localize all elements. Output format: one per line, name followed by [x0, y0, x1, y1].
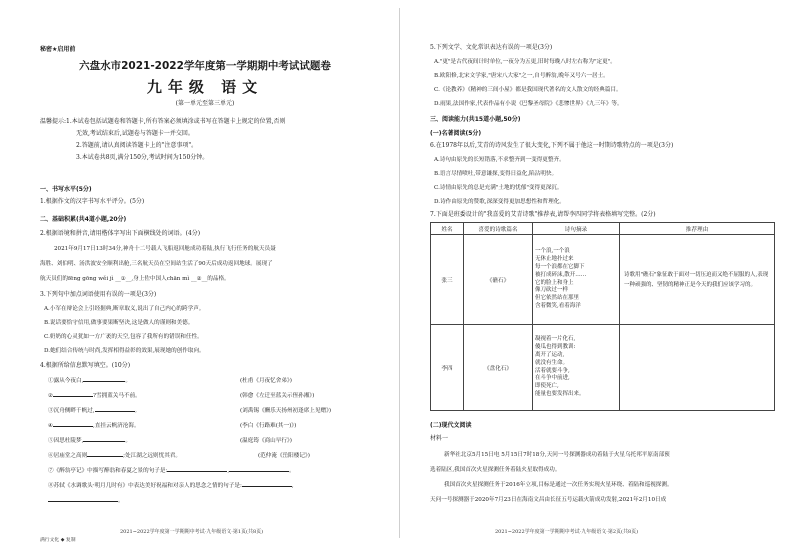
question-7: 7.下面是班委设计的"我喜爱的艾青诗歌"推荐表,请帮李四同学将表格填写完整。(2分) [430, 211, 656, 218]
q4-item-2: ② ?雪拥蓝关马不前。 [48, 393, 141, 399]
right-page [400, 0, 794, 550]
q6-option-d: D.诗作由原先的赞歌,深深变得更加思想性和哲理化。 [434, 199, 565, 205]
material-line-1: 新华社北京5月15日电 5月15日7时18分,天问一号探测器成功着陆于火星乌托邦平原南部预 [444, 452, 670, 458]
q3-option-d: D.她们结合传统与时尚,发挥相得益彰的效果,展现她的创作取向。 [44, 348, 205, 354]
table-header: 诗句摘录 [533, 223, 620, 235]
poem-recommendation-table [430, 222, 775, 411]
confidential-label: 秘密★启用前 [40, 46, 76, 53]
material-label: 材料一 [430, 435, 449, 442]
poem-title: 《礁石》 [464, 235, 533, 325]
poem-excerpt: 一个浪,一个浪 无休止地扑过来 每一个浪都在它脚下 被打成碎沫,散开…… 它的脸上和身上 像刀砍过一样 但它依然站在那里 含着微笑,看着海洋 [533, 235, 620, 325]
passage-line-2: 海胜、刘伯明、汤洪波安全顺利出舱,三名航天员在空间站生活了90天后成功返回地球。展现了 [40, 261, 273, 267]
student-name: 张三 [431, 235, 464, 325]
poem-excerpt: 凝视着一片化石, 傻瓜也得到教训: 离开了运动, 就没有生命。 活着就要斗争, 在斗争中前进, 即使死亡, 能量也要发挥出来。 [533, 325, 620, 411]
question-6: 6.在1978年以后,艾青的诗风发生了很大变化,下列不属于他这一时期诗歌特点的一项是(3分) [430, 142, 674, 149]
question-2: 2.根据语境和拼音,请用楷体字写出下面横线处的词语。(4分) [40, 230, 201, 237]
section-2-heading: 二、基础积累(共4道小题,20分) [40, 216, 127, 223]
question-1: 1.根据作文的汉字书写水平评分。(5分) [40, 198, 145, 205]
section-3-2-heading: (二)现代文阅读 [430, 422, 472, 429]
passage-line-3: 航天员们的fēng gōng wěi jì __①__,身上佐中国人chān mì __②__的品格。 [40, 276, 230, 282]
table-header-row [431, 223, 775, 235]
q4-item-7: ⑦《醉翁亭记》中描写醉翁和春夏之景的句子是: , 。 [48, 468, 295, 474]
question-5: 5.下列文学、文化常识表达有误的一项是(3分) [430, 44, 553, 51]
publisher-stamp: 满行文化 ◆ 复制 [40, 538, 76, 543]
q6-option-c: C.诗情由原先的总是充满"土地的忧郁"变得更深沉。 [434, 185, 563, 191]
table-header: 姓名 [431, 223, 464, 235]
grade-subject: 九年级 语文 [146, 78, 264, 96]
q4-source-2: (韩愈《左迁至蓝关示侄孙湘》) [240, 393, 315, 399]
q5-option-c: C.《论教养》《精神的三间小屋》都是我国现代著名的文人散文的经典篇目。 [434, 87, 622, 93]
question-3: 3.下列句中加点词语使用有误的一项是(3分) [40, 291, 157, 298]
poem-title: 《盘化石》 [464, 325, 533, 411]
q4-source-4: (李白《行路难(其一)》) [240, 423, 297, 429]
q4-item-8: ⑧苏轼《水调歌头·明月几时有》中表达美好祝福和对亲人的思念之情的句子是: , [48, 483, 294, 489]
q6-option-b: B.语言尽情喷吐,带意谦探,变得日益化,陷沾明快。 [434, 171, 558, 177]
q4-item-8-blank: 。 [48, 497, 124, 505]
q4-item-1: ①露从今夜白, 。 [48, 378, 131, 384]
q4-source-1: (杜甫《月夜忆舍弟》) [240, 378, 292, 384]
q5-option-d: D.雨果,法国作家,代表作品有小说《巴黎圣母院》《悲惨世界》《九三年》等。 [434, 101, 623, 107]
notice-line-2: 无效,考试结束后,试题卷与答题卡一并交回。 [76, 130, 194, 137]
q3-option-b: B.说话要恰守信用,做事要果断坚决,这是做人的谨则和美德。 [44, 320, 194, 326]
student-name: 李四 [431, 325, 464, 411]
table-header: 推荐理由 [620, 223, 775, 235]
q4-item-5: ⑤因思杜陵梦, 。 [48, 438, 131, 444]
notice-line-3: 2.答题前,请认真阅读答题卡上的"注意事项"。 [76, 142, 198, 149]
q4-item-4: ④ ,直挂云帆济沧海。 [48, 423, 140, 429]
q6-option-a: A.诗句由原先的长短错落,不求整齐到一变得更整齐。 [434, 157, 565, 163]
q4-item-6: ⑥居庙堂之高则 ;处江湖之远则忧其君。 [48, 453, 181, 459]
material-line-4: 天问一号探测器于2020年7月23日在海南文昌由长征五号运载火箭成功发射,2021年2月10日成 [430, 497, 667, 503]
recommend-reason: 诗歌用"礁石"象征敢于面对一切压迫而又绝不屈服的人,表现一种顽强的、坚韧的精神正是今天的我们应该学习的。 [620, 235, 775, 325]
table-header: 喜爱的诗歌篇名 [464, 223, 533, 235]
q4-item-3: ③沉舟侧畔千帆过, 。 [48, 408, 141, 414]
q5-option-b: B.欧阳修,北宋文学家,"唐宋八大家"之一,自号醉翁,晚年又号六一居士。 [434, 73, 609, 79]
table-row [431, 235, 775, 325]
notice-line-4: 3.本试卷共8页,满分150分,考试时间为150分钟。 [76, 154, 209, 161]
q4-source-3: (刘禹锡《酬乐天扬州初逢席上见赠》) [240, 408, 332, 414]
material-line-3: 我国首次火星探测任务于2016年立项,目标是通过一次任务实现火星环绕、着陆和巡视探测。 [444, 482, 673, 488]
section-1-heading: 一、书写水平(5分) [40, 186, 92, 193]
table-row [431, 325, 775, 411]
right-page-footer: 2021~2022学年度第一学期期中考试·九年级语文·第2页(共8页) [495, 529, 639, 535]
section-3-1-heading: (一)名著阅读(5分) [430, 130, 482, 137]
passage-line-1: 2021年9月17日13时34分,神舟十二号载人飞船返回舱成功着陆,执行飞行任务的航天员聂 [54, 246, 276, 252]
q3-option-c: C.奶奶的心灵犹如一方广袤的天空,包容了我所有的错误和任性。 [44, 334, 203, 340]
q4-source-6: (范仲淹《岳阳楼记》) [258, 453, 310, 459]
notice-line-1: 温馨提示:1.本试卷包括试题卷和答题卡,所有答案必须填涂或书写在答题卡上规定的位置,否则 [40, 118, 286, 125]
material-line-2: 选着陆区,我国首次火星探测任务着陆火星取得成功。 [430, 467, 561, 473]
q4-source-5: (温庭筠《商山早行》) [240, 438, 292, 444]
recommend-reason-answer-cell[interactable] [620, 325, 775, 411]
exam-title: 六盘水市2021-2022学年度第一学期期中考试试题卷 [79, 60, 331, 72]
left-page-footer: 2021~2022学年度第一学期期中考试·九年级语文·第1页(共8页) [120, 529, 264, 535]
exam-scope: (第一单元至第三单元) [175, 100, 235, 107]
q5-option-a: A."更"是古代夜间计时单位,一夜分为五更,旧时每晚八时左右称为"定更"。 [434, 59, 616, 65]
q3-option-a: A.小军在辩论会上引经据典,断章取义,说出了自己内心的跨学声。 [44, 306, 205, 312]
question-4: 4.根据所给信息默写填空。(10分) [40, 362, 131, 369]
section-3-heading: 三、阅读能力(共15道小题,50分) [430, 116, 521, 123]
